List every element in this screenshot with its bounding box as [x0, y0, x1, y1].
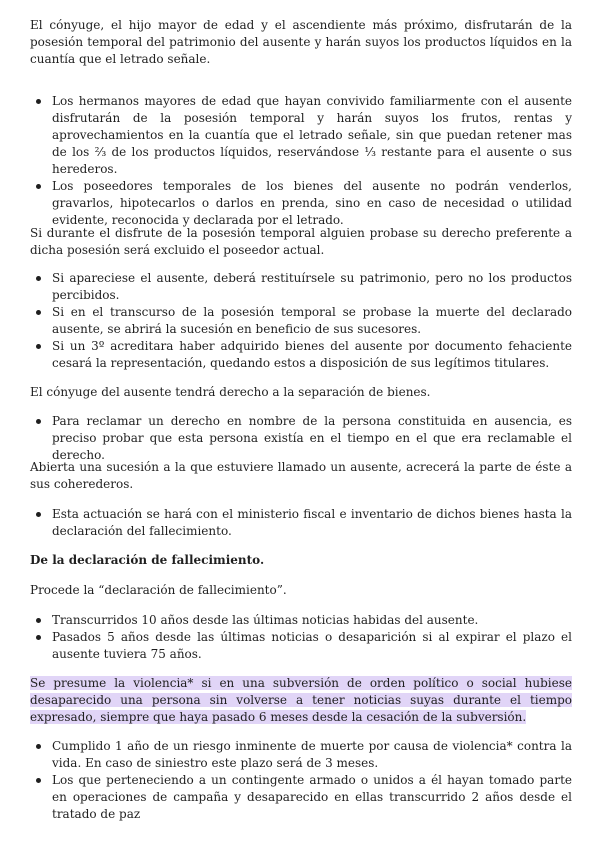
- paragraph: Abierta una sucesión a la que estuviere llamado un ausente, acrecerá la parte de éste a sus coherederos.: [30, 460, 572, 491]
- bullet-list: [30, 506, 572, 540]
- bullet-list: [30, 612, 572, 663]
- list-item: Pasados 5 años desde las últimas noticias o desaparición si al expirar el plazo el ausente tuviera 75 años.: [30, 629, 572, 663]
- list-item: Los que perteneciendo a un contingente armado o unidos a él hayan tomado parte en operaciones de campaña y desaparecido en ellas transcurrido 2 años desde el tratado de paz: [30, 772, 572, 823]
- bullet-list: [30, 738, 572, 823]
- paragraph: El cónyuge, el hijo mayor de edad y el ascendiente más próximo, disfrutarán de la posesión temporal del patrimonio del ausente y harán suyos los productos líquidos en la cuantía que el letrado señale.: [30, 18, 572, 66]
- list-item: Esta actuación se hará con el ministerio fiscal e inventario de dichos bienes hasta la declaración del fallecimiento.: [30, 506, 572, 540]
- list-item: Los hermanos mayores de edad que hayan convivido familiarmente con el ausente disfrutarán de la posesión temporal y harán suyos los frutos, rentas y aprovechamientos en la cuantía que el letrado señale, sin que puedan retener mas de los ⅔ de los productos líquidos, reservándose ⅓ restante para el ausente o sus herederos.: [30, 93, 572, 178]
- list-item: Los poseedores temporales de los bienes del ausente no podrán venderlos, gravarlos, hipotecarlos o darlos en prenda, sino en caso de necesidad o utilidad evidente, reconocida y declarada por el letrado.: [30, 178, 572, 229]
- paragraph: Procede la “declaración de fallecimiento”.: [30, 583, 287, 597]
- text-highlight: Se presume la violencia* si en una subversión de orden político o social hubiese desaparecido una persona sin volverse a tener noticias suyas durante el tiempo expresado, siempre que haya pasado 6 meses desde la cesación de la subversión.: [30, 676, 572, 724]
- list-item: Si en el transcurso de la posesión temporal se probase la muerte del declarado ausente, se abrirá la sucesión en beneficio de sus sucesores.: [30, 304, 572, 338]
- bullet-list: [30, 413, 572, 464]
- list-item: Cumplido 1 año de un riesgo inminente de muerte por causa de violencia* contra la vida. En caso de siniestro este plazo será de 3 meses.: [30, 738, 572, 772]
- list-item: Si un 3º acreditara haber adquirido bienes del ausente por documento fehaciente cesará la representación, quedando estos a disposición de sus legítimos titulares.: [30, 338, 572, 372]
- list-item: Transcurridos 10 años desde las últimas noticias habidas del ausente.: [30, 612, 572, 629]
- bullet-list: [30, 93, 572, 229]
- bullet-list: [30, 270, 572, 372]
- list-item: Para reclamar un derecho en nombre de la persona constituida en ausencia, es preciso probar que esta persona existía en el tiempo en el que era reclamable el derecho.: [30, 413, 572, 464]
- paragraph: Si durante el disfrute de la posesión temporal alguien probase su derecho preferente a dicha posesión será excluido el poseedor actual.: [30, 226, 572, 257]
- section-heading: De la declaración de fallecimiento.: [30, 553, 265, 567]
- list-item: Si apareciese el ausente, deberá restituírsele su patrimonio, pero no los productos percibidos.: [30, 270, 572, 304]
- highlighted-paragraph: [30, 675, 572, 726]
- paragraph: El cónyuge del ausente tendrá derecho a la separación de bienes.: [30, 385, 431, 399]
